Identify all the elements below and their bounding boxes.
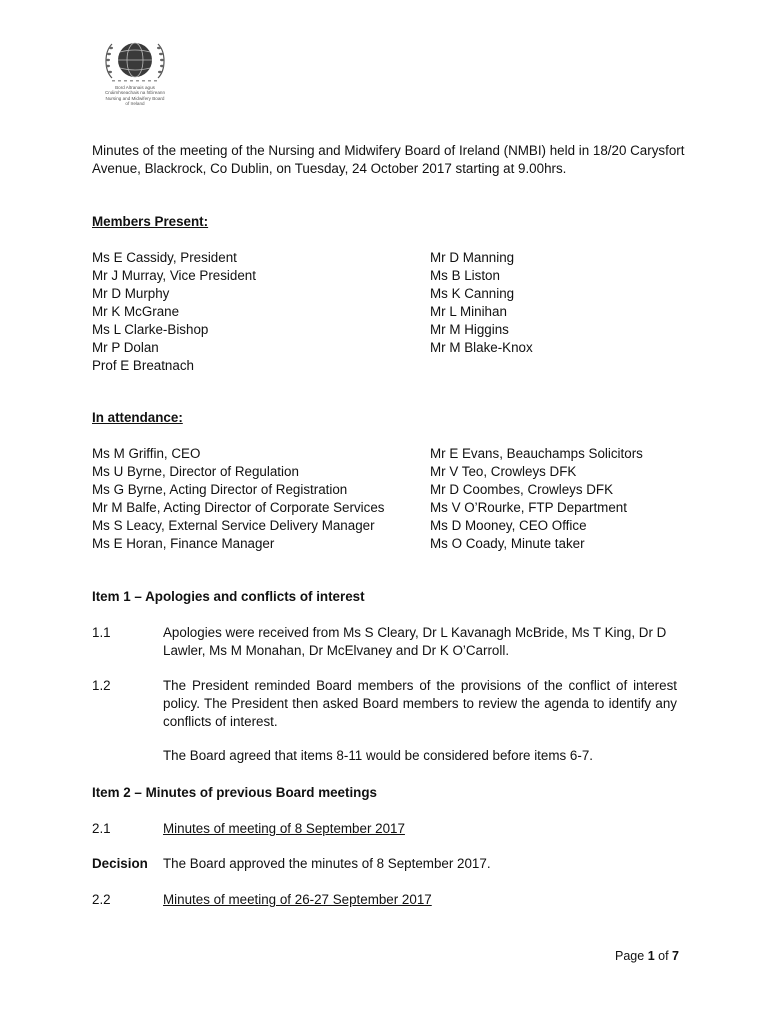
item2-heading: Item 2 – Minutes of previous Board meetings: [92, 785, 377, 800]
member-name: Mr D Murphy: [92, 286, 170, 301]
item1-heading: Item 1 – Apologies and conflicts of interest: [92, 589, 365, 604]
minutes-link-26-27-september: Minutes of meeting of 26-27 September 2017: [163, 892, 432, 907]
logo-line: of Ireland: [125, 101, 145, 107]
attendee-name: Ms V O’Rourke, FTP Department: [430, 500, 627, 515]
attendee-name: Ms D Mooney, CEO Office: [430, 518, 587, 533]
member-name: Ms K Canning: [430, 286, 515, 301]
attendee-name: Ms E Horan, Finance Manager: [92, 536, 275, 551]
logo-caption: [90, 85, 180, 107]
member-name: Prof E Breatnach: [92, 358, 194, 373]
attendance-left-column: [92, 445, 384, 553]
attendee-name: Mr E Evans, Beauchamps Solicitors: [430, 446, 643, 461]
attendee-name: Ms S Leacy, External Service Delivery Manager: [92, 518, 375, 533]
item-paragraph: The Board agreed that items 8-11 would be considered before items 6-7.: [163, 748, 593, 763]
attendee-name: Mr D Coombes, Crowleys DFK: [430, 482, 614, 497]
member-name: Ms E Cassidy, President: [92, 250, 237, 265]
member-name: Mr M Blake-Knox: [430, 340, 533, 355]
item-number: 2.1: [92, 821, 111, 836]
item-number: 1.2: [92, 678, 111, 693]
member-name: Mr D Manning: [430, 250, 515, 265]
item-number: 2.2: [92, 892, 111, 907]
attendance-right-column: [430, 445, 643, 553]
member-name: Mr K McGrane: [92, 304, 180, 319]
page-footer: [615, 947, 679, 965]
member-name: Ms B Liston: [430, 268, 500, 283]
member-name: Mr J Murray, Vice President: [92, 268, 256, 283]
attendee-name: Ms O Coady, Minute taker: [430, 536, 585, 551]
of-word: of: [658, 949, 669, 963]
attendance-heading: In attendance:: [92, 410, 183, 425]
attendee-name: Mr M Balfe, Acting Director of Corporate Services: [92, 500, 385, 515]
member-name: Ms L Clarke-Bishop: [92, 322, 209, 337]
logo-line: Nursing and Midwifery Board: [105, 95, 165, 101]
page-total: 7: [672, 949, 679, 963]
nmbi-logo: [90, 38, 180, 122]
minutes-link-8-september: Minutes of meeting of 8 September 2017: [163, 821, 405, 836]
member-name: Mr P Dolan: [92, 340, 159, 355]
members-left-column: [92, 249, 256, 375]
members-heading: Members Present:: [92, 214, 209, 229]
item-paragraph: Apologies were received from Ms S Cleary, Dr L Kavanagh McBride, Ms T King, Dr D Lawler, Ms M Monahan, Dr McElvaney and Dr K O’Carroll.: [163, 625, 667, 658]
members-right-column: [430, 249, 533, 357]
member-name: Mr M Higgins: [430, 322, 509, 337]
attendee-name: Ms M Griffin, CEO: [92, 446, 201, 461]
item-paragraph: The President reminded Board members of the provisions of the conflict of interest policy. The President then asked Board members to review the agenda to identify any conflicts of interest.: [163, 678, 677, 729]
attendee-name: Ms U Byrne, Director of Regulation: [92, 464, 299, 479]
logo-line: Bord Altranais agus: [115, 85, 155, 90]
attendee-name: Ms G Byrne, Acting Director of Registration: [92, 482, 348, 497]
logo-line: Cnáimhseachais na hÉireann: [104, 90, 165, 96]
meeting-intro: Minutes of the meeting of the Nursing and Midwifery Board of Ireland (NMBI) held in 18/20 Carysfort Avenue, Blackrock, Co Dublin, on Tuesday, 24 October 2017 starting at 9.00hrs.: [92, 143, 685, 176]
decision-text: The Board approved the minutes of 8 September 2017.: [163, 856, 491, 871]
page-current: 1: [647, 949, 655, 963]
globe-emblem-icon: [102, 38, 168, 84]
attendee-name: Mr V Teo, Crowleys DFK: [430, 464, 577, 479]
member-name: Mr L Minihan: [430, 304, 507, 319]
page-word: Page: [615, 949, 645, 963]
decision-label: Decision: [92, 856, 148, 871]
item-number: 1.1: [92, 625, 111, 640]
